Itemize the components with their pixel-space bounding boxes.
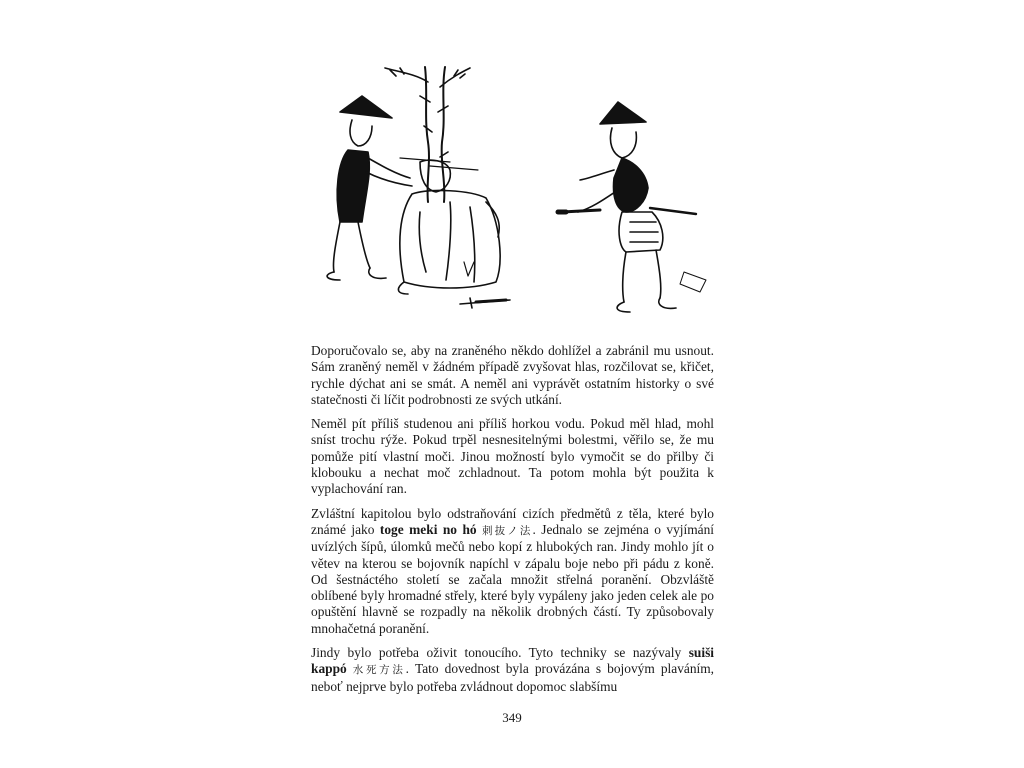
wounded-samurai-figure (398, 160, 500, 294)
tree-figure (385, 67, 470, 202)
text-segment: . Tato dovednost byla provázána s bojovým plaváním, neboť nejprve bylo potřeba zvládnout dopomoc slabšímu (311, 661, 715, 694)
paragraph-2 (311, 416, 714, 497)
paragraph-3 (311, 506, 714, 637)
text-segment: Doporučovalo se, aby na zraněného někdo dohlížel a zabránil mu usnout. Sám zraněný neměl v žádném případě zvyšovat hlas, rozčilovat se, křičet, rychle dýchat ani se smát. A neměl ani vyprávět ostatním historky o své statečnosti či líčit podrobnosti ze svých utkání. (311, 343, 714, 407)
text-segment: . Jednalo se zejména o vyjímání uvízlých šípů, úlomků mečů nebo kopí z hlubokých ran. Jindy mohlo jít o větev na kterou se bojovník napíchl v zápalu boje nebo při pádu z koně. Od šestnáctého století se začala množit střelná poranění. Obzvláště oblíbené byly hromadné střely, které byly vypáleny jako jeden celek ale po opuštění hlavně se rozpadly na několik drobných částí. Ty způsobovaly mnohačetná poranění. (311, 521, 714, 636)
text-segment: Neměl pít příliš studenou ani příliš horkou vodu. Pokud měl hlad, mohl sníst trochu rýže. Pokud trpěl nesnesitelnými bolestmi, věřilo se, že mu pomůže pití vlastní moči. Jinou možností bylo vymočit se do přilby či klobouku a nechat moč zchladnout. Ta potom mohla být použita k vyplachování ran. (311, 416, 714, 497)
standing-samurai-figure (558, 102, 706, 312)
japanese-term: 刺抜ノ法 (476, 524, 533, 537)
sword-on-ground (460, 298, 510, 308)
text-segment: Jindy bylo potřeba oživit tonoucího. Tyto techniky se nazývaly (311, 645, 689, 661)
page-number: 349 (502, 710, 522, 725)
body-text (311, 343, 714, 703)
samurai-treatment-illustration (300, 62, 720, 320)
attendant-figure (327, 96, 450, 280)
term-bold: toge meki no hó (379, 521, 477, 537)
text-segment: Zvláštní kapitolou bylo odstraňování cizích předmětů z těla, které bylo známé jako (311, 505, 714, 537)
paragraph-1 (311, 343, 714, 408)
term-bold: suiši kappó (311, 645, 714, 677)
paragraph-4 (311, 645, 714, 695)
japanese-term: 水死方法 (346, 664, 406, 677)
